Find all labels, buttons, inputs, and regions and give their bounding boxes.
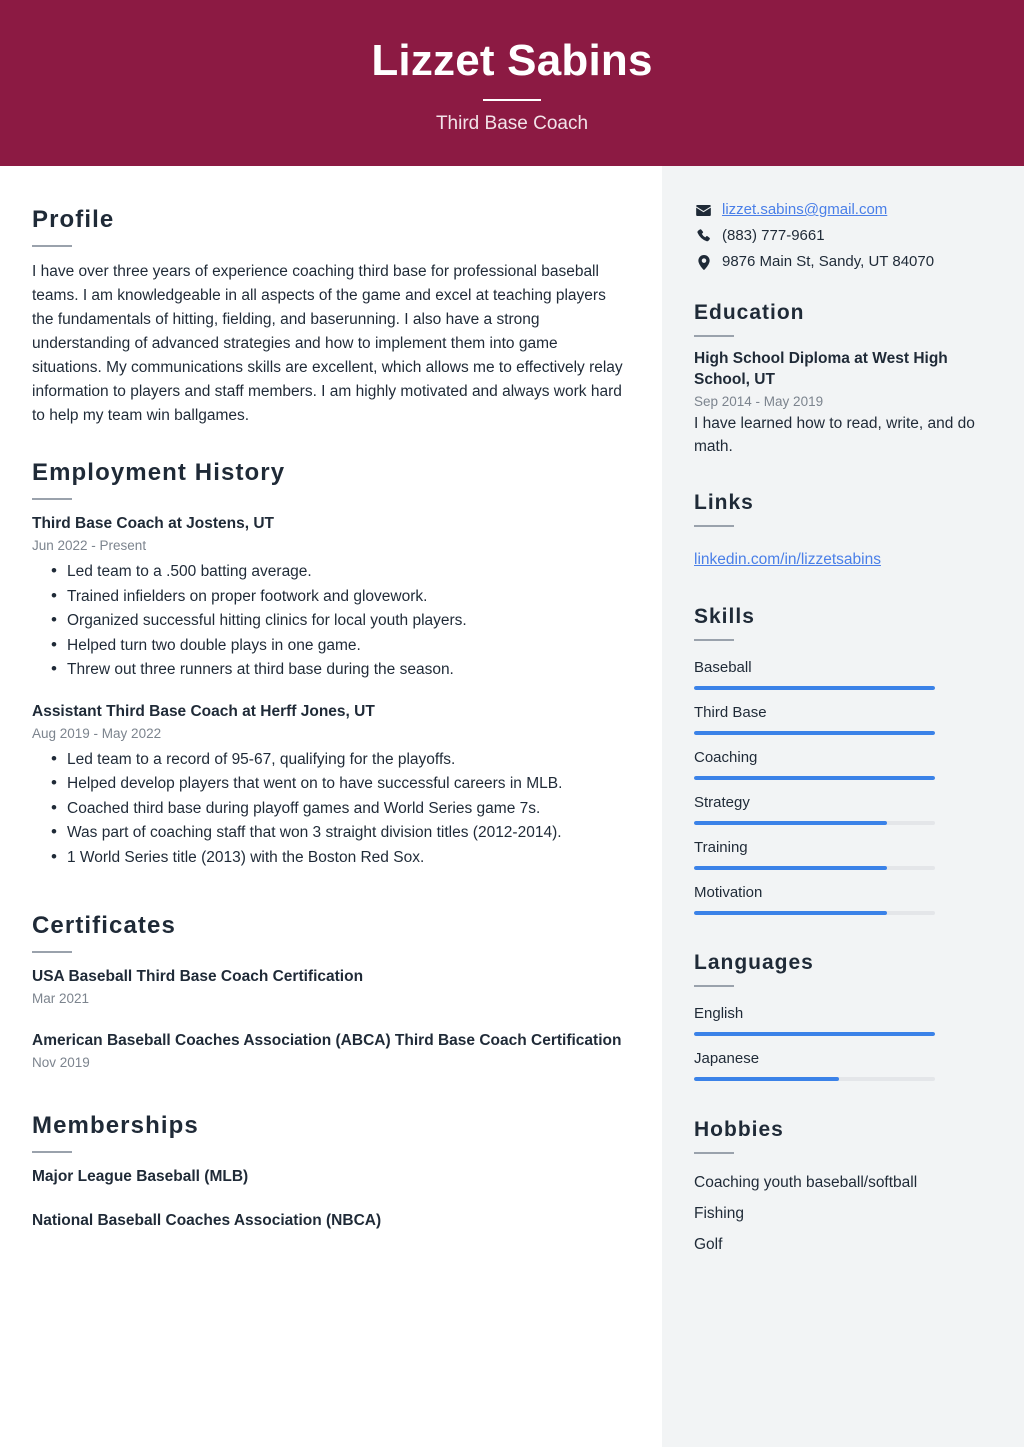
sidebar-column [662,166,1024,1447]
skill-item [694,703,994,735]
skill-bar-fill [694,866,887,870]
language-label: Japanese [694,1050,760,1067]
employment-entry [32,513,628,683]
section-underline [694,639,734,641]
linkedin-link[interactable]: linkedin.com/in/lizzetsabins [694,551,881,568]
job-bullets [32,748,628,871]
skill-label: Baseball [694,659,752,676]
skill-item [694,658,994,690]
languages-section [694,951,994,1081]
section-underline [694,335,734,337]
skill-label: Third Base [694,704,767,721]
skill-bar-fill [694,686,935,690]
address-text: 9876 Main St, Sandy, UT 84070 [722,253,935,270]
hobby-item: Coaching youth baseball/softball [694,1174,918,1191]
skill-bar-fill [694,911,887,915]
section-underline [694,525,734,527]
skill-bar-track [694,866,935,870]
certificate-entry [32,966,628,1008]
skill-bar-track [694,731,935,735]
certificate-title: USA Baseball Third Base Coach Certification [32,968,364,985]
phone-number: (883) 777-9661 [722,227,825,244]
skill-label: Coaching [694,749,758,766]
list-item: • Helped turn two double plays in one game. [32,634,628,659]
hobbies-section [694,1118,994,1260]
job-date: Jun 2022 - Present [32,538,147,553]
hobby-item: Golf [694,1236,723,1253]
education-description: I have learned how to read, write, and do math. [694,415,975,455]
contact-email-row[interactable] [694,200,994,220]
section-underline [694,985,734,987]
language-bar-track [694,1032,935,1036]
skill-bar-track [694,821,935,825]
certificates-section [32,912,628,1072]
certificates-heading: Certificates [32,912,176,939]
skill-label: Training [694,839,748,856]
phone-icon [694,229,713,243]
language-bar-fill [694,1032,935,1036]
list-item: • Trained infielders on proper footwork and glovework. [32,585,628,610]
language-bar-fill [694,1077,839,1081]
hobbies-heading: Hobbies [694,1118,784,1141]
employment-section [32,459,628,870]
job-bullets [32,560,628,683]
list-item: • Threw out three runners at third base during the season. [32,658,628,683]
skills-section [694,605,994,915]
resume-header [0,0,1024,166]
skill-bar-track [694,776,935,780]
language-label: English [694,1005,744,1022]
contact-block [694,200,994,272]
skill-bar-fill [694,776,935,780]
employment-heading: Employment History [32,459,286,486]
list-item: • Led team to a record of 95-67, qualifying for the playoffs. [32,748,628,773]
language-item [694,1049,994,1081]
membership-item: Major League Baseball (MLB) [32,1168,249,1185]
skill-label: Motivation [694,884,763,901]
skill-item [694,838,994,870]
skill-bar-track [694,911,935,915]
main-column [0,166,662,1447]
certificate-date: Mar 2021 [32,991,90,1006]
list-item: • Was part of coaching staff that won 3 straight division titles (2012-2014). [32,821,628,846]
candidate-job-title: Third Base Coach [435,113,589,135]
skill-label: Strategy [694,794,750,811]
section-underline [694,1152,734,1154]
section-underline [32,498,72,500]
list-item: • Coached third base during playoff games and World Series game 7s. [32,797,628,822]
education-heading: Education [694,301,805,324]
memberships-section [32,1112,628,1231]
candidate-name: Lizzet Sabins [371,35,653,85]
skills-heading: Skills [694,605,755,628]
profile-section [32,206,628,428]
certificate-date: Nov 2019 [32,1055,90,1070]
employment-entry [32,701,628,871]
profile-heading: Profile [32,206,115,233]
certificate-title: American Baseball Coaches Association (ABCA) Third Base Coach Certification [32,1032,622,1049]
links-section [694,491,994,571]
resume-body [0,166,1024,1447]
education-entry [694,348,994,458]
skill-item [694,883,994,915]
skill-bar-fill [694,821,887,825]
certificate-entry [32,1030,628,1072]
education-section [694,301,994,458]
membership-item: National Baseball Coaches Association (NBCA) [32,1212,382,1229]
education-date: Sep 2014 - May 2019 [694,394,824,409]
job-title: Assistant Third Base Coach at Herff Jones, UT [32,702,375,720]
email-link[interactable]: lizzet.sabins@gmail.com [722,201,888,218]
section-underline [32,951,72,953]
languages-heading: Languages [694,951,814,974]
list-item: • 1 World Series title (2013) with the Boston Red Sox. [32,846,628,871]
job-title: Third Base Coach at Jostens, UT [32,515,275,532]
skill-bar-track [694,686,935,690]
links-heading: Links [694,491,754,514]
contact-phone-row [694,226,994,246]
header-divider [483,99,541,101]
skill-item [694,793,994,825]
skill-item [694,748,994,780]
envelope-icon [694,205,713,216]
map-pin-icon [694,255,713,270]
list-item: • Organized successful hitting clinics for local youth players. [32,609,628,634]
contact-address-row [694,252,994,272]
list-item: • Helped develop players that went on to have successful careers in MLB. [32,772,628,797]
list-item: • Led team to a .500 batting average. [32,560,628,585]
language-bar-track [694,1077,935,1081]
profile-text: I have over three years of experience coaching third base for professional baseball teams. I am knowledgeable in all aspects of the game and excel at teaching players the fundamentals of hitting, fielding, and baserunning. I also have a strong understanding of advanced strategies and how to implement them into game situations. My communications skills are excellent, which allows me to effectively relay information to players and staff members. I am highly motivated and always work hard to help my team win ballgames. [32,263,623,424]
skill-bar-fill [694,731,935,735]
memberships-heading: Memberships [32,1112,199,1139]
hobby-item: Fishing [694,1205,744,1222]
education-title: High School Diploma at West High School, UT [694,350,948,388]
job-date: Aug 2019 - May 2022 [32,725,162,741]
section-underline [32,245,72,247]
language-item [694,1004,994,1036]
section-underline [32,1151,72,1153]
